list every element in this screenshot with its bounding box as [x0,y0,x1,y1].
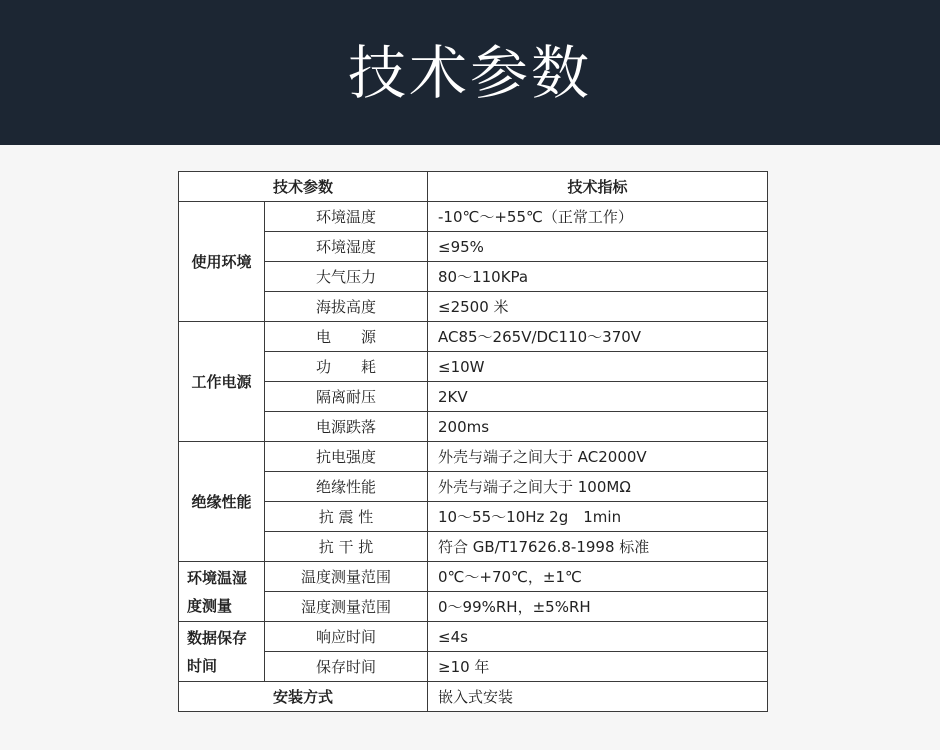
param-cell: 湿度测量范围 [265,592,428,622]
value-cell: 0℃～+70℃，±1℃ [428,562,768,592]
table-row [179,442,768,472]
value-cell: -10℃～+55℃（正常工作） [428,202,768,232]
header-value: 技术指标 [428,172,768,202]
param-cell: 抗 干 扰 [265,532,428,562]
value-cell: 2KV [428,382,768,412]
table-row [179,232,768,262]
param-cell: 电 源 [265,322,428,352]
table-row [179,382,768,412]
param-cell: 抗 震 性 [265,502,428,532]
table-row [179,532,768,562]
value-cell: 200ms [428,412,768,442]
header-banner [0,0,940,145]
table-header-row [179,172,768,202]
table-row [179,352,768,382]
value-cell: ≤10W [428,352,768,382]
table-row [179,472,768,502]
group-storage-line2: 时间 [187,656,218,675]
param-cell: 隔离耐压 [265,382,428,412]
group-measure [179,562,265,622]
value-cell: 符合 GB/T17626.8-1998 标准 [428,532,768,562]
value-cell: 外壳与端子之间大于 100MΩ [428,472,768,502]
param-cell: 大气压力 [265,262,428,292]
table-row [179,592,768,622]
group-storage [179,622,265,682]
table-row [179,262,768,292]
param-cell: 响应时间 [265,622,428,652]
group-measure-line1: 环境温湿 [187,568,248,587]
param-cell: 温度测量范围 [265,562,428,592]
param-cell: 电源跌落 [265,412,428,442]
param-cell: 环境湿度 [265,232,428,262]
table-row [179,562,768,592]
param-cell: 抗电强度 [265,442,428,472]
group-measure-line2: 度测量 [187,596,233,615]
value-cell: ≤4s [428,622,768,652]
group-env: 使用环境 [179,202,265,322]
value-cell: 10～55～10Hz 2g 1min [428,502,768,532]
group-storage-line1: 数据保存 [187,628,248,647]
page-title: 技术参数 [347,38,592,107]
table-row [179,682,768,712]
install-value: 嵌入式安装 [428,682,768,712]
table-row [179,292,768,322]
table-row [179,412,768,442]
table-row [179,322,768,352]
value-cell: ≤2500 米 [428,292,768,322]
value-cell: 0～99%RH，±5%RH [428,592,768,622]
value-cell: ≥10 年 [428,652,768,682]
param-cell: 功 耗 [265,352,428,382]
value-cell: AC85～265V/DC110～370V [428,322,768,352]
group-insulation: 绝缘性能 [179,442,265,562]
table-row [179,502,768,532]
header-param: 技术参数 [179,172,428,202]
param-cell: 绝缘性能 [265,472,428,502]
value-cell: 外壳与端子之间大于 AC2000V [428,442,768,472]
group-power: 工作电源 [179,322,265,442]
install-param: 安装方式 [179,682,428,712]
table-row [179,652,768,682]
value-cell: 80～110KPa [428,262,768,292]
param-cell: 海拔高度 [265,292,428,322]
param-cell: 环境温度 [265,202,428,232]
table-row [179,622,768,652]
table-row [179,202,768,232]
param-cell: 保存时间 [265,652,428,682]
spec-table [178,171,768,712]
value-cell: ≤95% [428,232,768,262]
